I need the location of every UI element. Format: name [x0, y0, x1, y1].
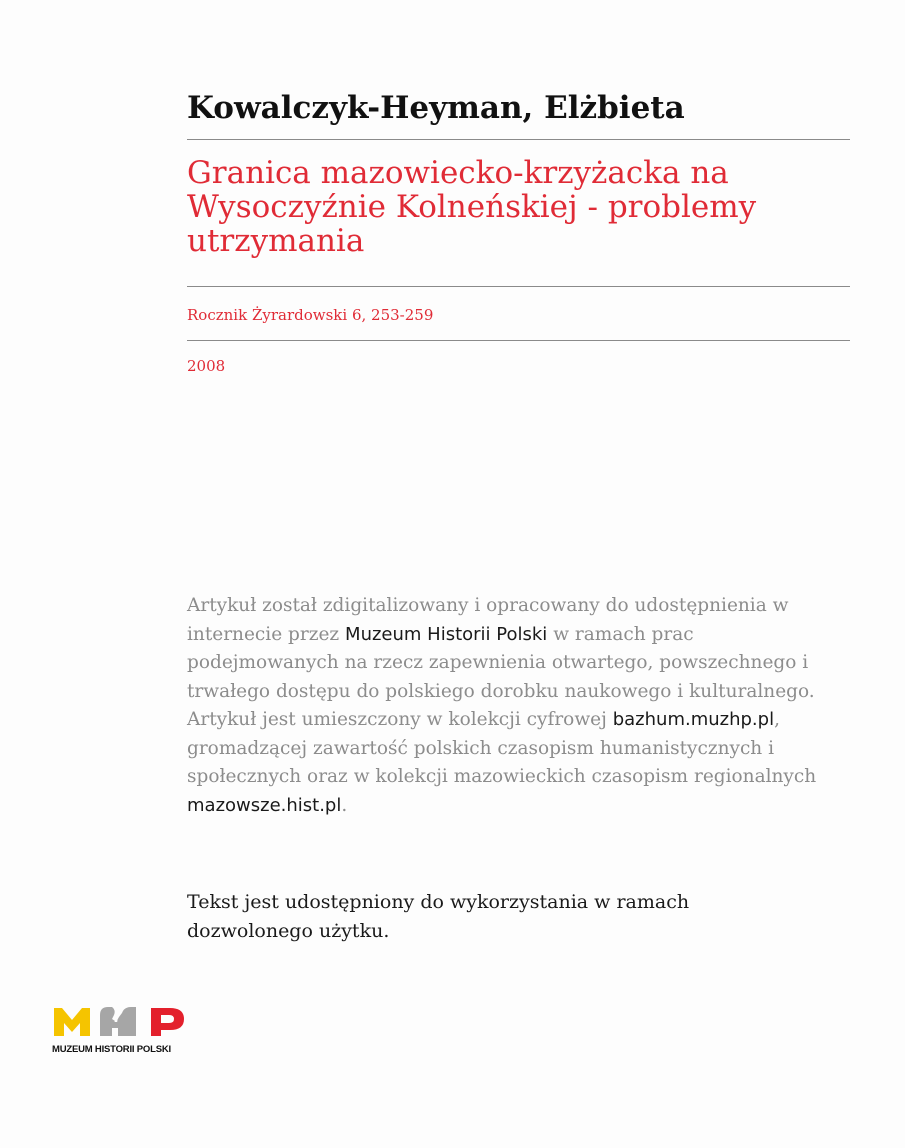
article-title: Granica mazowiecko-krzyżacka na Wysoczyźnie Kolneńskiej - problemy utrzymania: [187, 155, 757, 259]
digitization-note: [187, 592, 827, 820]
author-name: Kowalczyk-Heyman, Elżbieta: [187, 90, 685, 126]
logo-letter-m: [54, 1008, 90, 1036]
mazowsze-link[interactable]: mazowsze.hist.pl: [187, 794, 342, 816]
note-text-3: , gromadzącej zawartość polskich czasopism humanistycznych i społecznych oraz w kolekcji mazowieckich czasopism regionalnych: [187, 709, 817, 787]
publication-year: 2008: [187, 357, 226, 375]
divider-middle: [187, 286, 850, 287]
divider-top: [187, 139, 850, 140]
logo-letter-h: [100, 1007, 136, 1036]
divider-bottom: [187, 340, 850, 341]
note-text-2: w ramach prac podejmowanych na rzecz zapewnienia otwartego, powszechnego i trwałego dostępu do polskiego dorobku naukowego i kulturalnego. Artykuł jest umieszczony w kolekcji cyfrowej: [187, 623, 815, 730]
museum-logo-icon: [52, 1003, 192, 1043]
journal-source: Rocznik Żyrardowski 6, 253-259: [187, 306, 434, 324]
bazhum-link[interactable]: bazhum.muzhp.pl: [612, 709, 775, 730]
museum-logo: [52, 1003, 192, 1059]
note-text-1: Artykuł został zdigitalizowany i opracowany do udostępnienia w internecie przez: [187, 595, 789, 645]
license-note: Tekst jest udostępniony do wykorzystania w ramach dozwolonego użytku.: [187, 891, 690, 942]
museum-link[interactable]: Muzeum Historii Polski: [345, 623, 548, 645]
note-text-4: .: [341, 794, 348, 816]
logo-letter-p: [151, 1008, 184, 1036]
logo-caption: MUZEUM HISTORII POLSKI: [52, 1044, 171, 1055]
